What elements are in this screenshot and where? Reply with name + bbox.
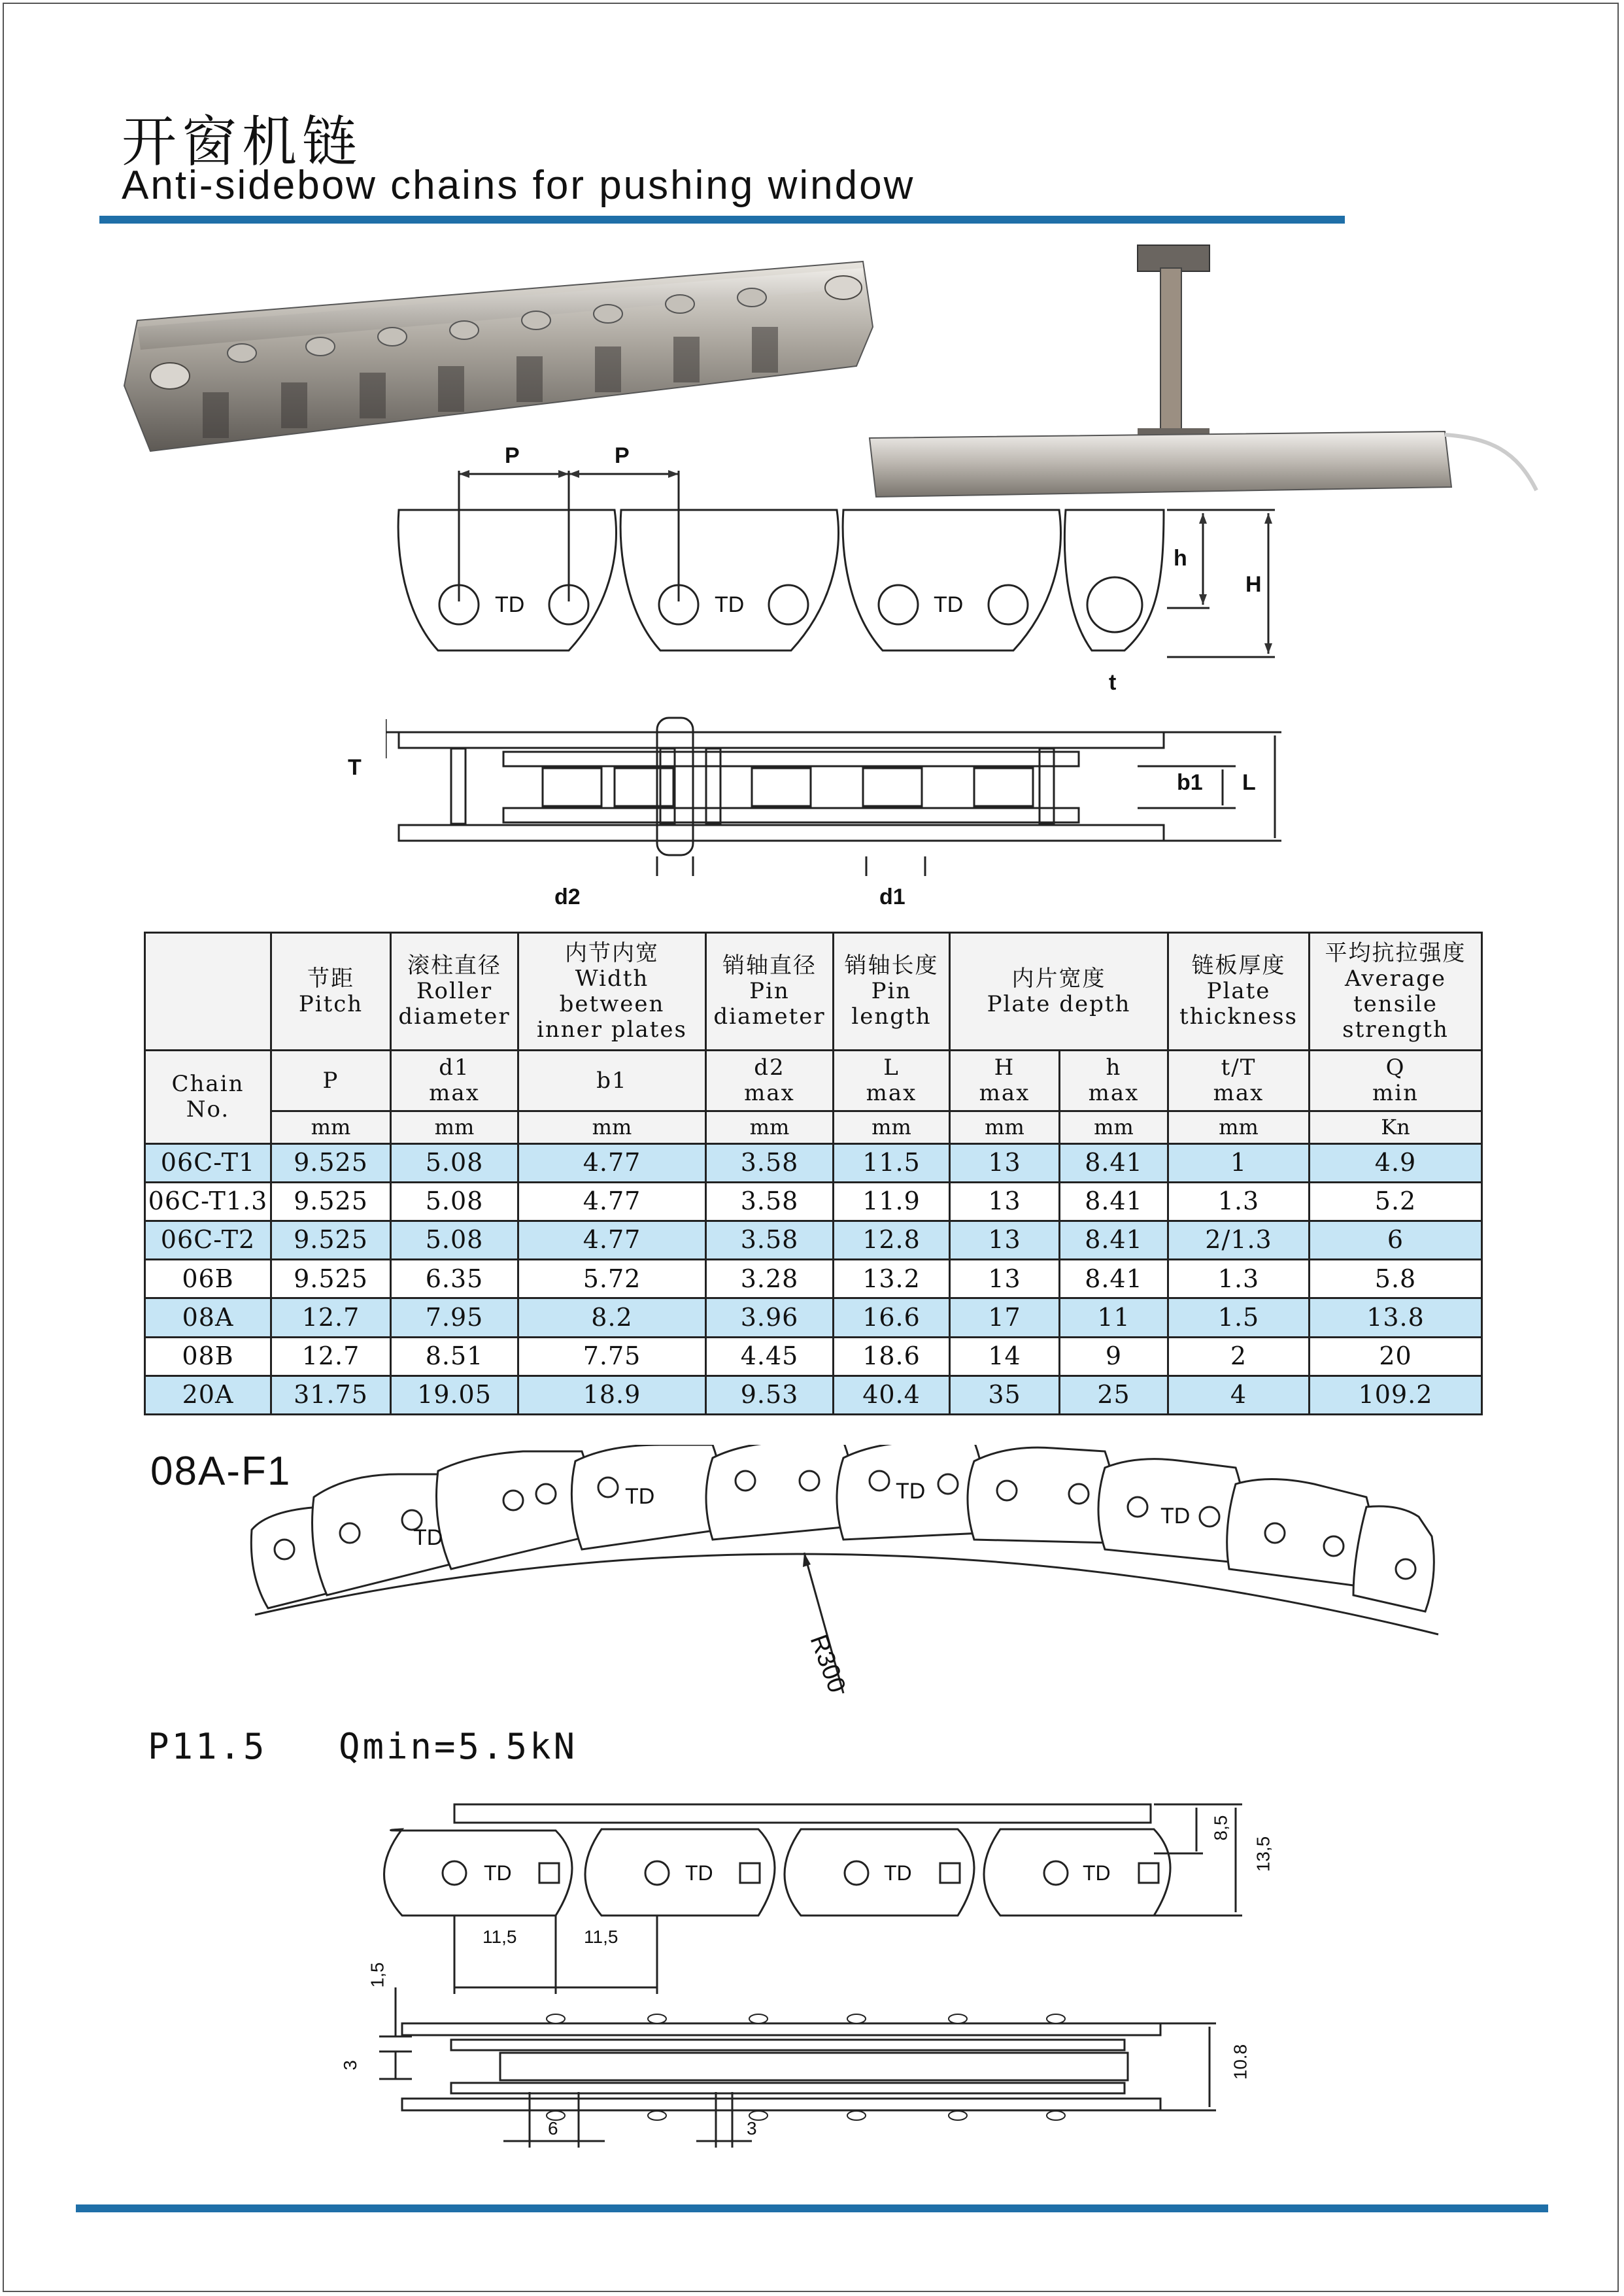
unit-cell: mm	[271, 1111, 391, 1143]
dim-t: t	[1109, 670, 1117, 695]
unit-cell: mm	[950, 1111, 1060, 1143]
symbol-cell: d1 max	[391, 1051, 518, 1111]
unit-cell: mm	[1168, 1111, 1310, 1143]
table-row	[145, 1298, 1482, 1337]
table-cell: 9	[1060, 1337, 1168, 1376]
table-cell: 3.58	[706, 1143, 834, 1182]
p115-dim-3a: 3	[339, 2060, 360, 2070]
table-cell: 12.8	[834, 1221, 950, 1260]
table-row	[145, 1337, 1482, 1376]
p115-pitch-label: P11.5	[148, 1726, 267, 1767]
p115-dim-15: 1,5	[367, 1962, 388, 1988]
f1-td-2: TD	[625, 1484, 655, 1509]
table-cell: 2	[1168, 1337, 1310, 1376]
table-cell: 1.5	[1168, 1298, 1310, 1337]
table-cell: 19.05	[391, 1376, 518, 1414]
header-blank	[145, 933, 271, 1051]
p115-q-label: Qmin=5.5kN	[339, 1726, 578, 1767]
table-cell: 12.7	[271, 1337, 391, 1376]
col-header-chain-no: Chain No.	[145, 1051, 271, 1143]
table-cell: 5.08	[391, 1183, 518, 1221]
table-cell: 18.6	[834, 1337, 950, 1376]
table-cell: 9.53	[706, 1376, 834, 1414]
f1-td-1: TD	[413, 1525, 443, 1550]
p115-dim-135: 13,5	[1253, 1836, 1274, 1872]
dim-p-left: P	[505, 443, 520, 468]
footer-rule	[76, 2204, 1548, 2212]
p115-td-4: TD	[1083, 1861, 1111, 1885]
table-cell: 6	[1310, 1221, 1482, 1260]
page-title-cn: 开窗机链	[122, 110, 363, 174]
table-cell: 5.08	[391, 1221, 518, 1260]
f1-td-3: TD	[896, 1479, 926, 1504]
col-header-pin-length: 销轴长度 Pin length	[834, 933, 950, 1051]
p115-dim-115a: 11,5	[482, 1927, 517, 1947]
spec-table	[144, 932, 1483, 1415]
table-row	[145, 1260, 1482, 1298]
table-cell: 5.2	[1310, 1183, 1482, 1221]
table-cell: 06C-T1.3	[145, 1183, 271, 1221]
table-cell: 18.9	[518, 1376, 706, 1414]
table-cell: 25	[1060, 1376, 1168, 1414]
table-row	[145, 1183, 1482, 1221]
td-mark-2: TD	[715, 592, 745, 617]
unit-cell: mm	[391, 1111, 518, 1143]
table-cell: 8.41	[1060, 1183, 1168, 1221]
table-cell: 4.9	[1310, 1143, 1482, 1182]
table-cell: 3.28	[706, 1260, 834, 1298]
col-header-tensile: 平均抗拉强度 Average tensile strength	[1310, 933, 1482, 1051]
table-cell: 20	[1310, 1337, 1482, 1376]
table-cell: 12.7	[271, 1298, 391, 1337]
table-cell: 11.5	[834, 1143, 950, 1182]
table-cell: 06B	[145, 1260, 271, 1298]
table-row	[145, 1221, 1482, 1260]
unit-cell: mm	[1060, 1111, 1168, 1143]
table-cell: 2/1.3	[1168, 1221, 1310, 1260]
col-header-pin-diameter: 销轴直径 Pin diameter	[706, 933, 834, 1051]
table-cell: 1	[1168, 1143, 1310, 1182]
table-cell: 16.6	[834, 1298, 950, 1337]
table-cell: 4.77	[518, 1183, 706, 1221]
dim-d2: d2	[554, 885, 581, 909]
unit-cell: mm	[518, 1111, 706, 1143]
col-header-plate-thickness: 链板厚度 Plate thickness	[1168, 933, 1310, 1051]
table-cell: 13.8	[1310, 1298, 1482, 1337]
table-cell: 11.9	[834, 1183, 950, 1221]
chain-side-view	[386, 451, 1314, 876]
col-header-plate-depth: 内片宽度 Plate depth	[950, 933, 1168, 1051]
table-cell: 5.72	[518, 1260, 706, 1298]
table-cell: 13	[950, 1260, 1060, 1298]
table-row	[145, 1143, 1482, 1182]
table-cell: 7.75	[518, 1337, 706, 1376]
p115-dim-108: 10.8	[1230, 2044, 1251, 2080]
table-cell: 8.41	[1060, 1221, 1168, 1260]
table-cell: 3.96	[706, 1298, 834, 1337]
dim-h: h	[1174, 546, 1187, 571]
table-cell: 1.3	[1168, 1183, 1310, 1221]
table-cell: 4.77	[518, 1143, 706, 1182]
table-cell: 3.58	[706, 1221, 834, 1260]
p115-dim-115b: 11,5	[584, 1927, 618, 1947]
table-cell: 6.35	[391, 1260, 518, 1298]
table-cell: 8.51	[391, 1337, 518, 1376]
col-header-roller: 滚柱直径 Roller diameter	[391, 933, 518, 1051]
symbol-cell: Q min	[1310, 1051, 1482, 1111]
table-cell: 8.41	[1060, 1143, 1168, 1182]
table-cell: 5.8	[1310, 1260, 1482, 1298]
symbol-cell: H max	[950, 1051, 1060, 1111]
table-cell: 4	[1168, 1376, 1310, 1414]
dim-L: L	[1242, 770, 1256, 795]
table-cell: 40.4	[834, 1376, 950, 1414]
col-header-width: 内节内宽 Width between inner plates	[518, 933, 706, 1051]
table-cell: 109.2	[1310, 1376, 1482, 1414]
table-cell: 13.2	[834, 1260, 950, 1298]
td-mark-3: TD	[934, 592, 964, 617]
table-cell: 06C-T1	[145, 1143, 271, 1182]
table-cell: 17	[950, 1298, 1060, 1337]
curved-chain-drawing	[242, 1445, 1451, 1706]
p115-dim-85: 8,5	[1210, 1815, 1231, 1841]
symbol-cell: L max	[834, 1051, 950, 1111]
unit-cell: mm	[706, 1111, 834, 1143]
symbol-cell: h max	[1060, 1051, 1168, 1111]
unit-cell: Kn	[1310, 1111, 1482, 1143]
table-cell: 13	[950, 1221, 1060, 1260]
table-cell: 4.77	[518, 1221, 706, 1260]
table-cell: 31.75	[271, 1376, 391, 1414]
td-mark-1: TD	[495, 592, 525, 617]
table-cell: 13	[950, 1183, 1060, 1221]
table-cell: 14	[950, 1337, 1060, 1376]
table-cell: 13	[950, 1143, 1060, 1182]
page-title-en: Anti-sidebow chains for pushing window	[122, 163, 915, 208]
p115-chain-drawing	[340, 1791, 1334, 2157]
table-cell: 7.95	[391, 1298, 518, 1337]
table-cell: 11	[1060, 1298, 1168, 1337]
dim-H: H	[1245, 572, 1262, 597]
table-cell: 06C-T2	[145, 1221, 271, 1260]
table-cell: 08B	[145, 1337, 271, 1376]
chain-photo	[111, 242, 883, 464]
header-rule	[99, 216, 1345, 224]
p115-td-2: TD	[685, 1861, 713, 1885]
symbol-cell: t/T max	[1168, 1051, 1310, 1111]
p115-td-3: TD	[884, 1861, 912, 1885]
dim-T: T	[348, 755, 362, 780]
p115-td-1: TD	[484, 1861, 512, 1885]
p115-dim-6: 6	[548, 2118, 558, 2138]
col-header-pitch: 节距 Pitch	[271, 933, 391, 1051]
symbol-cell: d2 max	[706, 1051, 834, 1111]
table-cell: 9.525	[271, 1143, 391, 1182]
dim-p-right: P	[615, 443, 630, 468]
table-cell: 9.525	[271, 1183, 391, 1221]
dim-d1: d1	[879, 885, 905, 909]
table-cell: 9.525	[271, 1260, 391, 1298]
unit-cell: mm	[834, 1111, 950, 1143]
dim-b1: b1	[1177, 770, 1203, 795]
table-cell: 35	[950, 1376, 1060, 1414]
f1-radius: R300	[804, 1631, 851, 1697]
f1-label: 08A-F1	[150, 1449, 292, 1494]
symbol-cell: b1	[518, 1051, 706, 1111]
table-cell: 8.41	[1060, 1260, 1168, 1298]
table-cell: 8.2	[518, 1298, 706, 1337]
table-cell: 08A	[145, 1298, 271, 1337]
table-cell: 3.58	[706, 1183, 834, 1221]
p115-dim-3b: 3	[747, 2118, 757, 2138]
table-cell: 9.525	[271, 1221, 391, 1260]
f1-td-4: TD	[1160, 1504, 1191, 1528]
table-cell: 4.45	[706, 1337, 834, 1376]
symbol-cell: P	[271, 1051, 391, 1111]
table-cell: 5.08	[391, 1143, 518, 1182]
table-row	[145, 1376, 1482, 1414]
table-cell: 1.3	[1168, 1260, 1310, 1298]
table-cell: 20A	[145, 1376, 271, 1414]
